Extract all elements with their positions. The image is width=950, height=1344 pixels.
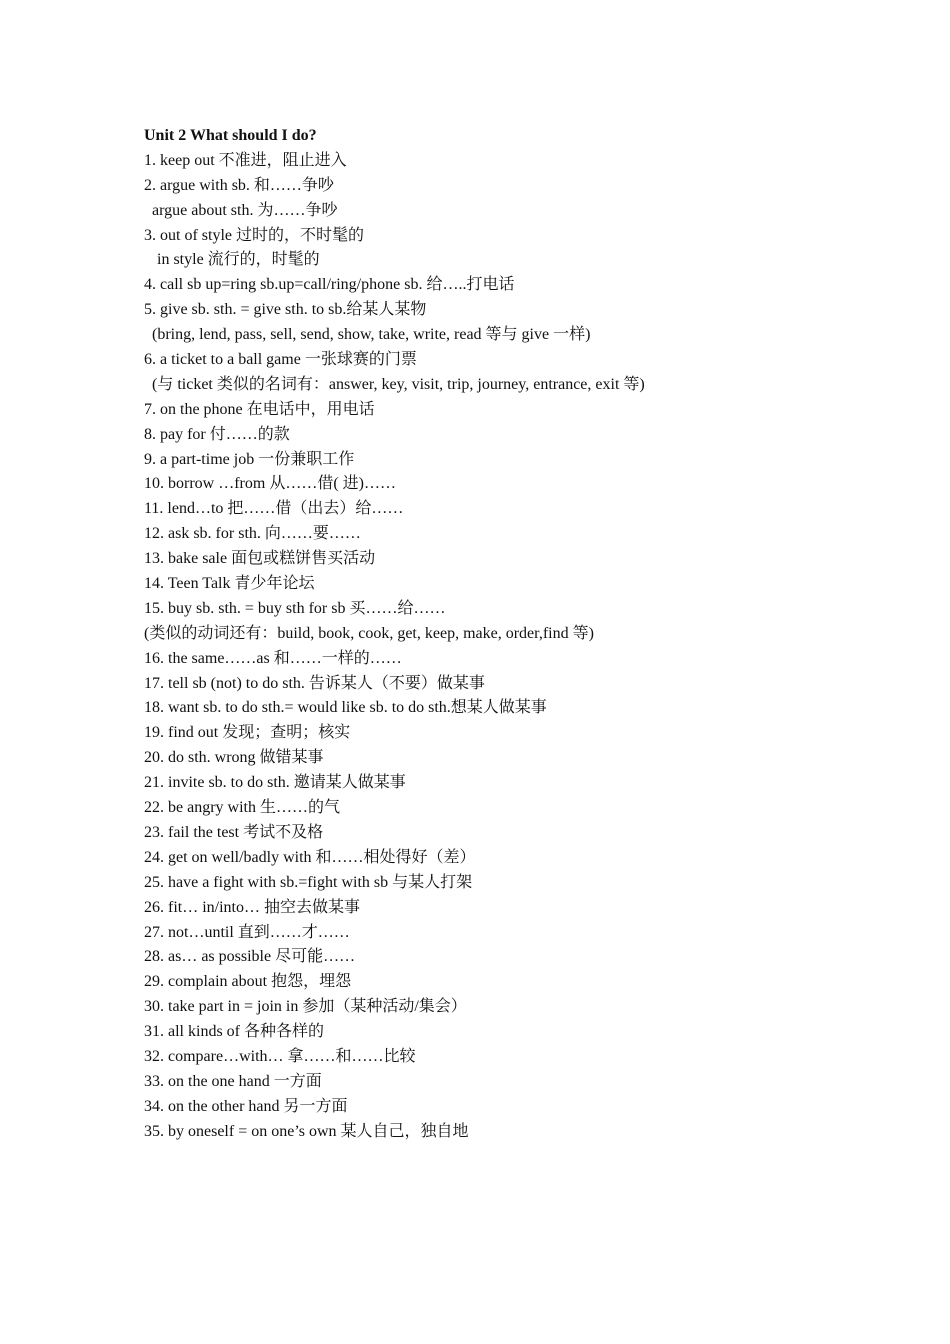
phrase-line: in style 流行的，时髦的 [157,251,320,269]
phrase-line: (与 ticket 类似的名词有：answer, key, visit, trip, journey, entrance, exit 等) [152,375,645,393]
phrase-line: 35. by oneself = on one’s own 某人自己，独自地 [144,1122,469,1140]
phrase-line: 32. compare…with… 拿……和……比较 [144,1047,416,1065]
phrase-line: 21. invite sb. to do sth. 邀请某人做某事 [144,774,406,792]
phrase-line: 18. want sb. to do sth.= would like sb. to do sth.想某人做某事 [144,699,547,717]
phrase-line: 33. on the one hand 一方面 [144,1072,322,1090]
phrase-line: 4. call sb up=ring sb.up=call/ring/phone sb. 给…..打电话 [144,276,515,294]
phrase-line: 24. get on well/badly with 和……相处得好（差） [144,848,476,866]
phrase-line: 26. fit… in/into… 抽空去做某事 [144,898,361,916]
phrase-line: 30. take part in = join in 参加（某种活动/集会） [144,998,467,1016]
phrase-line: 10. borrow …from 从……借( 进)…… [144,475,396,493]
phrase-line: 16. the same……as 和……一样的…… [144,649,402,667]
phrase-line: (类似的动词还有：build, book, cook, get, keep, make, order,find 等) [144,624,594,642]
phrase-line: 13. bake sale 面包或糕饼售买活动 [144,550,376,568]
document-body [144,124,904,1145]
phrase-line: 34. on the other hand 另一方面 [144,1097,348,1115]
phrase-line: 17. tell sb (not) to do sth. 告诉某人（不要）做某事 [144,674,485,692]
phrase-line: 9. a part-time job 一份兼职工作 [144,450,355,468]
phrase-line: 15. buy sb. sth. = buy sth for sb 买……给…… [144,599,446,617]
phrase-line: 6. a ticket to a ball game 一张球赛的门票 [144,351,417,369]
phrase-line: 14. Teen Talk 青少年论坛 [144,575,315,593]
phrase-line: 12. ask sb. for sth. 向……要…… [144,525,361,543]
phrase-line: 28. as… as possible 尽可能…… [144,948,356,966]
phrase-line: argue about sth. 为……争吵 [152,201,338,219]
phrase-line: 11. lend…to 把……借（出去）给…… [144,500,404,518]
phrase-line: 5. give sb. sth. = give sth. to sb.给某人某物 [144,301,427,319]
document-title: Unit 2 What should I do? [144,127,317,144]
phrase-line: 19. find out 发现；查明；核实 [144,724,351,742]
phrase-line: 20. do sth. wrong 做错某事 [144,749,324,767]
phrase-line: 27. not…until 直到……才…… [144,923,350,941]
phrase-line: 8. pay for 付……的款 [144,425,290,443]
phrase-line: 3. out of style 过时的，不时髦的 [144,226,364,244]
phrase-line: 22. be angry with 生……的气 [144,799,340,817]
phrase-line: 1. keep out 不准进，阻止进入 [144,151,347,169]
phrase-list [144,149,904,1145]
phrase-line: (bring, lend, pass, sell, send, show, take, write, read 等与 give 一样) [152,326,591,344]
phrase-line: 2. argue with sb. 和……争吵 [144,176,334,194]
phrase-line: 25. have a fight with sb.=fight with sb 与某人打架 [144,873,473,891]
phrase-line: 29. complain about 抱怨，埋怨 [144,973,352,991]
phrase-line: 23. fail the test 考试不及格 [144,823,324,841]
phrase-line: 31. all kinds of 各种各样的 [144,1023,324,1041]
phrase-line: 7. on the phone 在电话中，用电话 [144,400,375,418]
